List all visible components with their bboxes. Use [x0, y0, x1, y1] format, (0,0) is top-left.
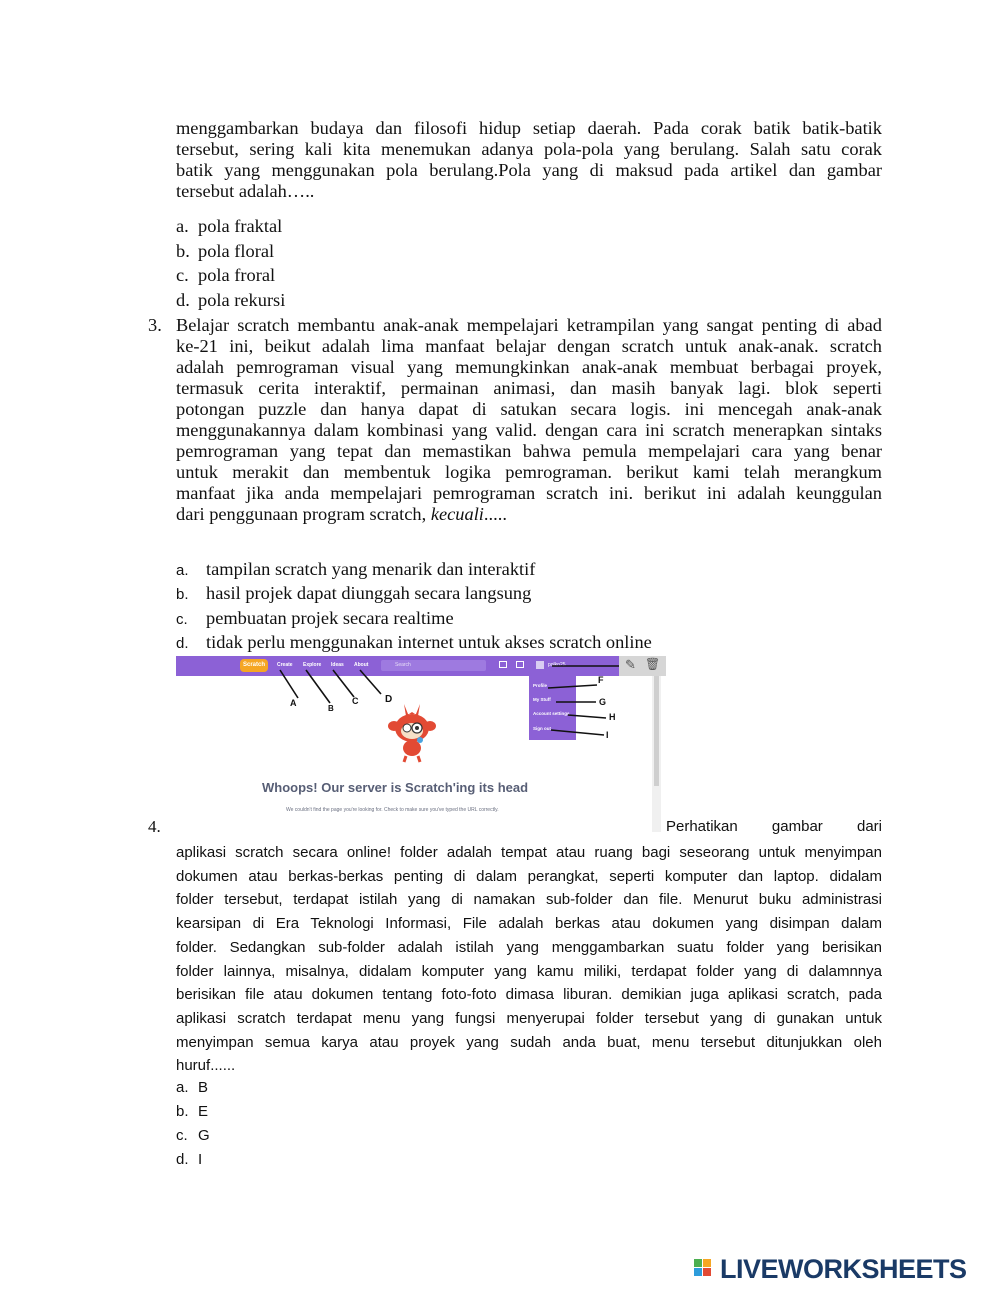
error-subtitle: We couldn't find the page you're looking for. Check to make sure you've typed the URL correctly.: [286, 807, 499, 813]
label-c: C: [352, 696, 359, 706]
scratch-logo: Scratch: [240, 659, 268, 672]
label-a: A: [290, 698, 297, 708]
q4-first-line: Perhatikan gambar dari: [666, 818, 882, 835]
q3-text: Belajar scratch membantu anak-anak mempelajari ketrampilan yang sangat penting di abad ke-21 ini, beikut adalah lima manfaat belajar dengan scratch untuk anak-anak. scratch adalah pemrograman visual yang memungkinkan anak-anak membuat berbagai proyek, termasuk cerita interaktif, permainan animasi, dan masih banyak lagi. blok seperti potongan puzzle dan hanya dapat di satukan secara logis. ini mencegah anak-anak menggunakannya dalam kombinasi yang valid. dengan cara ini scratch menerapkan sintaks pemrograman yang tepat dan memastikan bahwa pemula mempelajari cara yang benar untuk merakit dan membentuk logika pemrograman. berikut kami telah merangkum manfaat jika anda mempelajari pemrograman scratch ini. berikut ini adalah keunggulan dari penggunaan program scratch, kecuali.....: [176, 315, 882, 524]
logo-square-blue: [694, 1268, 702, 1276]
pencil-icon: ✎: [625, 657, 636, 672]
scratch-mascot-image: [382, 700, 442, 764]
q3-option-c[interactable]: c. pembuatan projek secara realtime: [176, 608, 454, 628]
nav-ideas: Ideas: [331, 662, 344, 668]
menu-profile: Profile: [533, 683, 548, 688]
line-f: [548, 685, 597, 688]
q4-option-b[interactable]: b. E: [176, 1103, 209, 1120]
label-i: I: [606, 730, 609, 740]
line-h: [568, 715, 606, 718]
logo-square-orange: [703, 1259, 711, 1267]
line-i: [551, 730, 604, 735]
label-d: D: [385, 694, 393, 705]
q2-option-b[interactable]: b. pola floral: [176, 241, 275, 261]
nav-search: Search: [381, 660, 486, 671]
q2-option-c[interactable]: c. pola froral: [176, 265, 276, 285]
q3-option-a[interactable]: a. tampilan scratch yang menarik dan interaktif: [176, 559, 536, 579]
line-c: [333, 670, 354, 697]
scratch-screenshot: [176, 656, 666, 832]
q2-option-d[interactable]: d. pola rekursi: [176, 290, 286, 310]
error-title: Whoops! Our server is Scratch'ing its head: [262, 780, 529, 795]
nav-explore: Explore: [303, 662, 322, 668]
q2-text: menggambarkan budaya dan filosofi hidup setiap daerah. Pada corak batik batik-batik tersebut, sering kali kita menemukan adanya pola-pola yang berulang. Salah satu corak batik yang menggunakan pola berulang.Pola yang di maksud pada artikel dan gambar tersebut adalah…..: [176, 118, 882, 201]
nav-about: About: [354, 662, 369, 668]
label-g: G: [599, 697, 607, 707]
q4-text: aplikasi scratch secara online! folder adalah tempat atau ruang bagi seseorang untuk menyimpan dokumen atau berkas-berkas penting di dalam perangkat, seperti komputer dan laptop. didalam folder tersebut, terdapat istilah yang di namakan sub-folder dan file. Menurut buku administrasi kearsipan di Era Teknologi Informasi, File adalah berkas atau dokumen yang disimpan dalam folder. Sedangkan sub-folder adalah istilah yang menggambarkan suatu folder yang berisikan folder lainnya, misalnya, didalam komputer yang kamu miliki, terdapat folder yang di dalamnnya berisikan file atau dokumen tentang foto-foto dimasa liburan. demikian juga aplikasi scratch, pada aplikasi scratch terdapat menu yang fungsi menyerupai folder tersebut yang di gunakan untuk menyimpan semua karya atau proyek yang sudah anda buat, menu tersebut ditunjukkan oleh huruf......: [176, 844, 882, 1075]
nav-create: Create: [277, 662, 293, 668]
line-d: [360, 670, 381, 694]
q4-number: 4.: [148, 817, 161, 836]
line-b: [306, 670, 330, 703]
q4-option-c[interactable]: c. G: [176, 1127, 210, 1144]
line-a: [280, 670, 298, 698]
trash-icon: 🗑: [645, 657, 661, 671]
logo-square-green: [694, 1259, 702, 1267]
label-h: H: [609, 712, 616, 722]
q4-option-d[interactable]: d. I: [176, 1151, 203, 1168]
menu-mystuff: My Stuff: [533, 697, 551, 702]
q2-option-a[interactable]: a. pola fraktal: [176, 216, 283, 236]
q4-option-a[interactable]: a. B: [176, 1079, 209, 1096]
brand-text: LIVEWORKSHEETS: [720, 1254, 967, 1284]
label-f: F: [598, 675, 604, 685]
label-b: B: [328, 704, 334, 713]
q3-option-b[interactable]: b. hasil projek dapat diunggah secara langsung: [176, 583, 532, 603]
menu-signout: Sign out: [533, 726, 551, 731]
q3-option-d[interactable]: d. tidak perlu menggunakan internet untuk akses scratch online: [176, 632, 652, 652]
logo-square-red: [703, 1268, 711, 1276]
q3-number: 3.: [148, 315, 162, 335]
menu-account: Account settings: [533, 711, 570, 716]
nav-username: polko25: [548, 662, 566, 668]
